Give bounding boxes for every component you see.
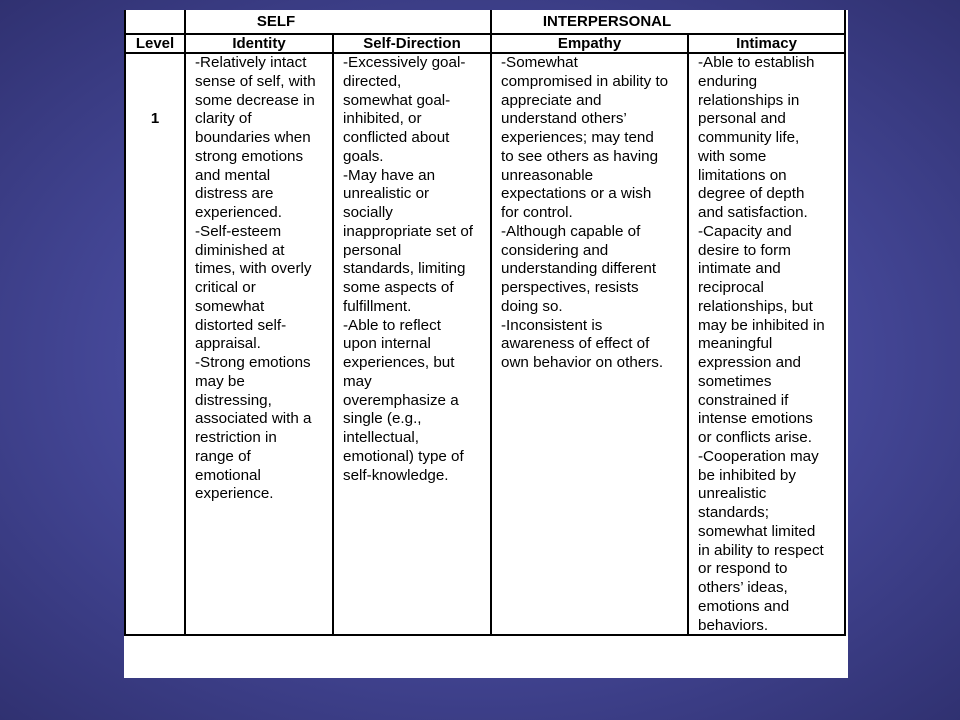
level-number: 1 [150,110,160,127]
column-header-level: Level [135,35,175,52]
slide [124,10,848,678]
intimacy-cell: -Able to establish enduring relationships in personal and community life, with some limitations on degree of depth and satisfaction. -Capacity and desire to form intimate and reciprocal relationships, but may be inhibited in meaningful expression and sometimes constrained if intense emotions or conflicts arise. -Cooperation may be inhibited by unrealistic standards; somewhat limited in ability to respect or respond to others’ ideas, emotions and behaviors. [698,54,825,634]
column-divider [184,10,186,636]
column-header-self-direction: Self-Direction [363,35,461,52]
column-header-empathy: Empathy [557,35,622,52]
column-header-identity: Identity [232,35,286,52]
table-border-left [124,10,126,636]
table-border-right [844,10,846,636]
column-divider [490,10,492,636]
group-header-interpersonal: INTERPERSONAL [542,13,672,30]
empathy-cell: -Somewhat compromised in ability to appreciate and understand others’ experiences; may tend to see others as having unreasonable expectations or a wish for control. -Although capable of considering and understanding different perspectives, resists doing so. -Inconsistent is awareness of effect of own behavior on others. [501,54,669,371]
column-divider [687,34,689,636]
group-header-self: SELF [256,13,296,30]
identity-cell: -Relatively intact sense of self, with some decrease in clarity of boundaries when strong emotions and mental distress are experienced. -Self-esteem diminished at times, with overly critical or somewhat distorted self- appraisal. -Strong emotions may be distressing, associated with a restriction in range of emotional experience. [195,54,316,503]
self-direction-cell: -Excessively goal- directed, somewhat goal- inhibited, or conflicted about goals. -May have an unrealistic or socially inappropriate set of personal standards, limiting some aspects of fulfillment. -Able to reflect upon internal experiences, but may overemphasize a single (e.g., intellectual, emotional) type of self-knowledge. [343,54,474,484]
personality-level-table [124,10,848,678]
column-header-intimacy: Intimacy [736,35,797,52]
column-divider [332,34,334,636]
